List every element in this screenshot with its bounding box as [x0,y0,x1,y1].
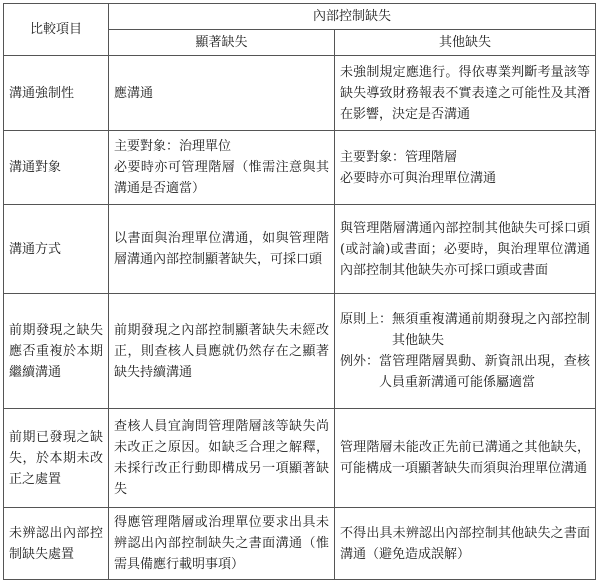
row-other [335,294,596,409]
row-significant: 前期發現之內部控制顯著缺失未經改正，則查核人員應就仍然存在之顯著缺失持續溝通 [109,294,335,409]
row-item: 未辨認出內部控制缺失處置 [4,508,109,580]
significant-line: 必要時亦可管理階層（惟需注意與其溝通是否適當） [114,160,329,196]
significant-line: 主要對象：治理單位 [114,139,232,154]
row-item: 溝通對象 [4,131,109,205]
exception-text: 當管理階層異動、新資訊出現，查核人員重新溝通可能係屬適當 [379,354,591,390]
row-significant: 以書面與治理單位溝通，如與管理階層溝通內部控制顯著缺失，可採口頭 [109,205,335,294]
table-row [4,56,596,131]
table-row [4,294,596,409]
table-row [4,131,596,205]
exception-block [340,351,590,393]
row-other [335,131,596,205]
exception-tag: 例外： [340,354,380,369]
table-row [4,205,596,294]
row-other: 不得出具未辨認出內部控制其他缺失之書面溝通（避免造成誤解） [335,508,596,580]
header-row-1 [4,4,596,30]
row-item: 前期已發現之缺失，於本期未改正之處置 [4,409,109,508]
principle-tag: 原則上： [340,312,393,327]
row-item: 溝通方式 [4,205,109,294]
row-other: 管理階層未能改正先前已溝通之其他缺失，可能構成一項顯著缺失而須與治理單位溝通 [335,409,596,508]
row-significant [109,131,335,205]
row-other: 未強制規定應進行。得依專業判斷考量該等缺失導致財務報表不實表達之可能性及其潛在影響，決定是否溝通 [335,56,596,131]
principle-text: 無須重複溝通前期發現之內部控制其他缺失 [392,312,591,348]
header-significant: 顯著缺失 [109,30,335,56]
table-row [4,508,596,580]
row-item: 前期發現之缺失應否重複於本期繼續溝通 [4,294,109,409]
row-item: 溝通強制性 [4,56,109,131]
header-group: 內部控制缺失 [109,4,596,30]
row-significant: 應溝通 [109,56,335,131]
other-line: 必要時亦可與治理單位溝通 [340,170,497,186]
table-row [4,409,596,508]
row-significant: 得應管理階層或治理單位要求出具未辨認出內部控制缺失之書面溝通（惟需具備應行載明事項） [109,508,335,580]
principle-block [340,309,590,351]
row-other: 與管理階層溝通內部控制其他缺失可採口頭(或討論)或書面；必要時，與治理單位溝通內部控制其他缺失亦可採口頭或書面 [335,205,596,294]
header-item: 比較項目 [4,4,109,56]
header-other: 其他缺失 [335,30,596,56]
comparison-table [3,3,596,580]
other-line: 主要對象：管理階層 [340,149,458,165]
row-significant: 查核人員宜詢問管理階層該等缺失尚未改正之原因。如缺乏合理之解釋，未採行改正行動即構成另一項顯著缺失 [109,409,335,508]
